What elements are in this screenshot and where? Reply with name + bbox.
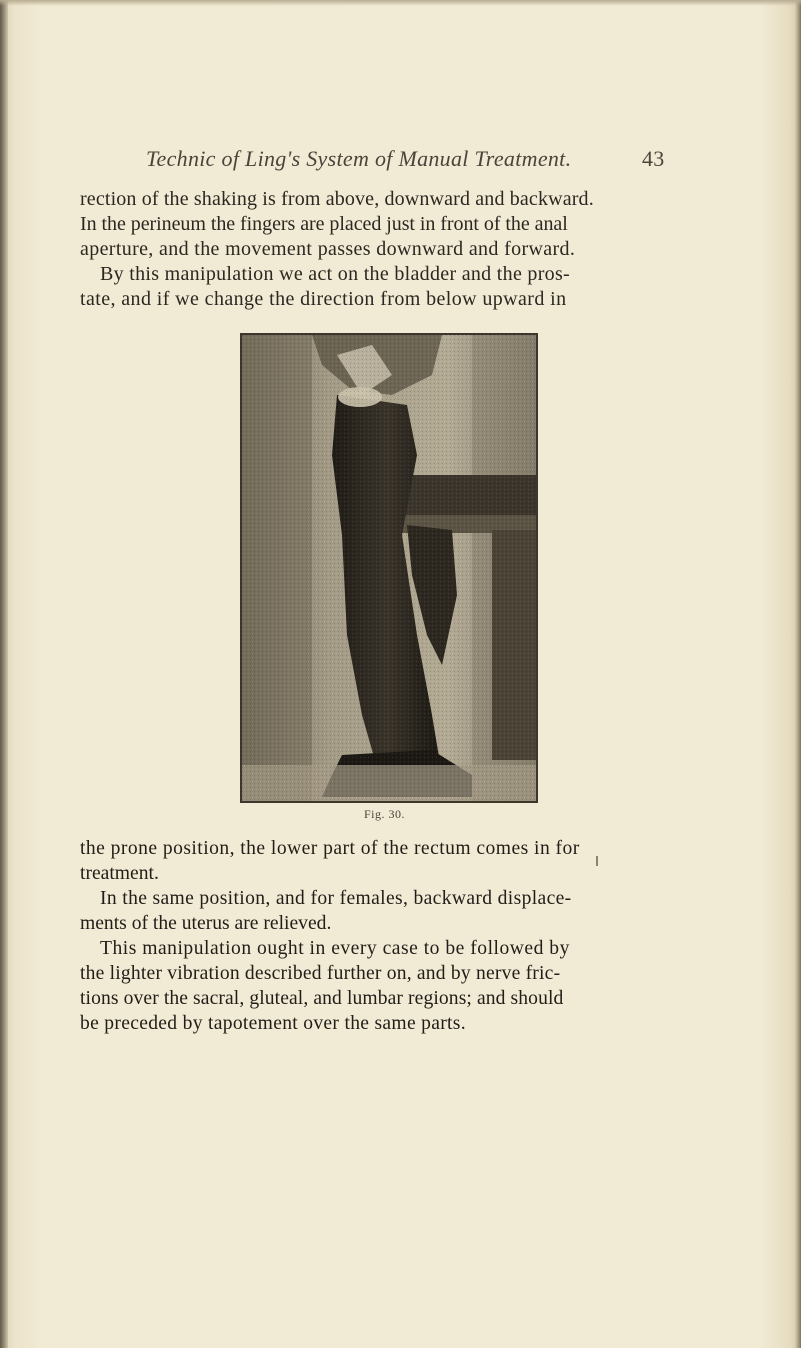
text-line: the lighter vibration described further on, and by nerve fric- xyxy=(80,963,561,984)
figure-photograph xyxy=(240,333,538,803)
text-line: tions over the sacral, gluteal, and lumbar regions; and should xyxy=(80,988,564,1009)
paragraph-top xyxy=(80,187,680,312)
text-line: the prone position, the lower part of the rectum comes in for xyxy=(80,838,580,859)
page-number: 43 xyxy=(642,146,665,171)
text-line: treatment. xyxy=(80,863,159,884)
page-binding-edge xyxy=(0,0,8,1348)
photograph-image xyxy=(242,335,536,801)
paper-speck xyxy=(596,856,598,866)
text-line: By this manipulation we act on the bladder and the pros- xyxy=(100,263,571,285)
page-outer-edge xyxy=(795,0,801,1348)
text-line: ments of the uterus are relieved. xyxy=(80,913,332,934)
running-head xyxy=(146,146,686,178)
page-top-shadow xyxy=(0,0,801,6)
text-line: In the perineum the fingers are placed just in front of the anal xyxy=(80,213,568,235)
figure-caption: Fig. 30. xyxy=(364,807,406,821)
running-head-title: Technic of Ling's System of Manual Treatment. xyxy=(146,146,572,171)
text-line: In the same position, and for females, backward displace- xyxy=(100,888,572,909)
text-line: This manipulation ought in every case to be followed by xyxy=(100,938,570,959)
paragraph-bottom xyxy=(80,836,680,1036)
text-line: aperture, and the movement passes downward and forward. xyxy=(80,238,576,260)
text-line: rection of the shaking is from above, downward and backward. xyxy=(80,188,594,210)
text-line: tate, and if we change the direction from below upward in xyxy=(80,288,567,310)
text-line: be preceded by tapotement over the same parts. xyxy=(80,1013,466,1034)
